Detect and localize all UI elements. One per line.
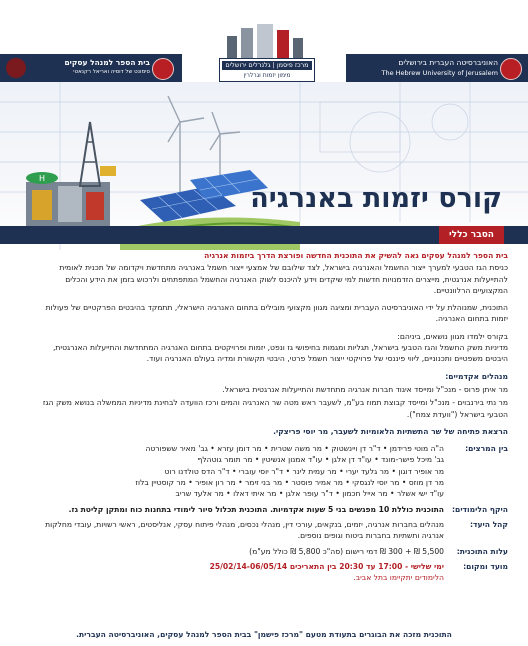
lecturers-row: [28, 443, 508, 499]
university-seal-icon: [500, 58, 522, 80]
lecturers-label: בין המרצים:: [465, 444, 508, 454]
time-label: מועד ומקום:: [463, 561, 508, 571]
location-text: הלימודים יתקיימו בתל אביב.: [353, 573, 444, 583]
topics-intro: בקורס ילמדו מגוון נושאים, ביניהם:: [397, 331, 508, 341]
university-name-hebrew: האוניברסיטה העברית בירושלים: [398, 58, 498, 67]
solar-panel-icon: [140, 170, 268, 222]
business-school-name: בית הספר למנהל עסקים: [64, 58, 150, 67]
center-logo-text: [219, 58, 315, 82]
cost-label: עלות התוכנית:: [456, 546, 508, 556]
academic-heading: מנהלים אקדמיים:: [445, 371, 508, 381]
cost-row: [28, 546, 508, 557]
svg-text:H: H: [38, 174, 46, 183]
business-school-logo: [0, 54, 182, 82]
section-tab: הסבר כללי: [439, 226, 504, 244]
lecturer-line: עו"ד ישי אשלר • מר אייל חכמון • ד"ר עופר אלגן • מר איתי דאלו • מר אלעד שריב: [175, 489, 444, 499]
tower-icon: [277, 30, 289, 58]
section-header-bar: [0, 226, 528, 244]
audience-row: [28, 519, 508, 542]
topics-text: מדיניות משק החשמל והגז הטבעי בישראל, תגליות ומגמות בחיפושי גז ונפט, יזמות ופרויקטים בתחום האנרגיה המתחדשת והתייעלות האנרגטית, היבטים משפטיים ותכנוניים, ליווי פיננסי של פרויקטי ייצור חשמל פרטי, היבטי תקשורת ומדיה בעולם האנרגיה ועוד.: [53, 343, 508, 364]
tower-icon: [227, 36, 237, 58]
page-title: קורס יזמות באנרגיה: [250, 183, 502, 214]
hero-illustration: [0, 82, 528, 250]
center-logo-line1: מרכז פיסמן | גלנרלים ירושלים: [222, 61, 312, 70]
intro-paragraph: כניסת הגז הטבעי למערך ייצור החשמל והאנרגיה בישראל, לצד שילובם של אמצעי ייצור חשמל באנרגיה מתחדשת ויקדומה של תכנית לאומית להתייעלות אנרגטית, מייצרים הזדמנויות חדשות למי שיקדים וידע להיכנס לשוק האנרגיה והחשמל המתפתחים ולרכוש בזמן את הידע והכלים המקצועיים הרלוונטיים.: [59, 263, 508, 295]
footer-note: התוכנית מזכה את הבוגרים בתעודת מטעם "מרכז פישמן" בבית הספר למנהל עסקים, האוניברסיטה העברית.: [76, 630, 452, 639]
center-logo-line2: מימון יזמות וגרלרין: [243, 72, 291, 79]
time-row: [28, 561, 508, 584]
header: [0, 0, 528, 82]
scope-text: התוכנית כוללת 10 מפגשים בני 5 שעות אקדמיות. התוכנית תכלול סיור לימודי בתחנות כוח ומתקן קליטת גז.: [68, 504, 444, 514]
lecturer-line: ה"ה מוטי פרידמן • ד"ר דן ויינשטוק • מר משה שטרית • מר דומן עזרא • גב' מאיר ששפורטה: [145, 444, 444, 454]
school-emblem-icon: [6, 58, 26, 78]
oil-rig-icon: [10, 122, 120, 242]
lecturer-line: מר דן מוזס • מר יוסי לנגסקי • מר אמיר פוסטר • מר בני זימר • מר רון אופיר • מר קוסטיין בלוז: [135, 478, 444, 488]
tower-icon: [293, 38, 303, 58]
scope-row: [28, 504, 508, 515]
academic-director-2: מר נתי בירנבוים - מנכ"ל ומייסד קבוצת תמוז בע"מ, לשעבר ראש מטה שר האנרגיה והמים ורכז הוועדה לבחינת מדיניות הממשלה בנושא משק הגז הטבעי בישראל ("וועדת צמח").: [42, 398, 508, 419]
program-paragraph: התוכנית, שמנוהלת על ידי האוניברסיטה העברית ומציגה מגוון מקצועי מובילים בתחום האנרגיה הישראלי, תתמקד בהיבטים הפרקטיים של פעולות יזמות בתחום האנרגיה.: [45, 303, 508, 324]
seal-icon: [152, 58, 174, 80]
course-description: [28, 250, 508, 587]
tower-icon: [241, 28, 253, 58]
energy-illustration: [0, 82, 528, 250]
audience-text: מנהלים בחברות אנרגיה, יזמים, בנקאים, עורכי דין, מנהלי נכסים, מנהלי פיתוח עסקי, אנליסטים, ראשי רשויות, עובדי מחלקות אנרגיה ותשתיות בחברות ביטוח וגופים נוספים.: [45, 519, 444, 541]
academic-director-1: מר איתן פרוס - מנכ"ל ומייסד איגוד חברות אנרגיה מתחדשת והתייעלות אנרגטית בישראל.: [222, 384, 508, 394]
lecturer-line: מר אופיר דוגון • מר גלעד יערי • מר עמית לינר • ד"ר יוסי עוברי • ד"ר הדס טולדנו רוט: [164, 466, 444, 476]
business-school-subtitle: סימונט של דוסיה ואריאל רקנאטי: [73, 69, 150, 75]
university-name-english: The Hebrew University of Jerusalem: [381, 69, 498, 77]
cost-text: 5,500 ₪ + 300 ₪ דמי רישום (סה"כ 5,800 ₪ כולל מע"מ): [249, 546, 444, 556]
scope-label: היקף הלימודים:: [452, 504, 508, 514]
intro-lead: בית הספר למנהל עסקים גאה להשיק את התוכנית החדשה ופורצת הדרך ביזמות אנרגיה: [204, 251, 508, 260]
center-logo: [205, 24, 327, 82]
lecturer-line: גב' מיכל פישר-מונד • עו"ד דן אלגן • עו"ד אמנון אנשיטין • מר תומר גוטהלף: [197, 455, 444, 465]
opening-lecture: הרצאת פתיחה של שר התשתיות הלאומיות לשעבר, מר יוסי פריצקי.: [273, 426, 508, 436]
audience-label: קהל היעד:: [469, 519, 508, 529]
university-logo: [346, 54, 528, 82]
time-text: ימי שלישי - 17:00 עד 20:30 בין התאריכים 25/02/14-06/05/14: [209, 561, 444, 571]
tower-icon: [257, 24, 273, 58]
